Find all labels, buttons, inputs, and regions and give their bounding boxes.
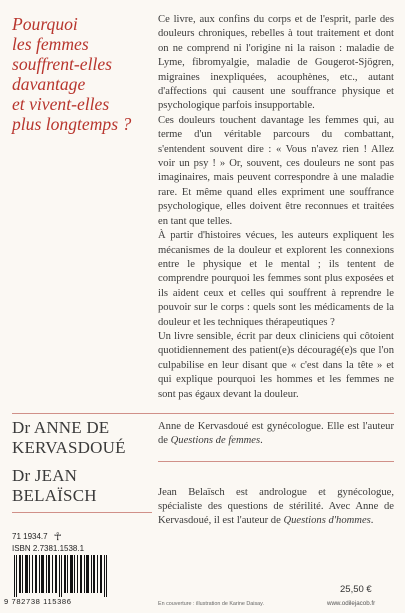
publisher-url: www.odilejacob.fr bbox=[327, 600, 376, 607]
blurb bbox=[158, 13, 394, 402]
author-name-1: Dr ANNE DE KERVASDOUÉ bbox=[12, 418, 126, 457]
blurb-paragraph: Ce livre, aux confins du corps et de l'esprit, parle des douleurs chroniques, rebelles à tout traitement et dont on ne comprend ni l'origine ni la raison : maladie de Lyme, fibromyalgie, maladie de Gougerot-Sjögren, migraines inexpliquées, acouphènes, etc., autant d'affections qui causent une souffrance physique et psychologique parfois insupportable. bbox=[158, 14, 394, 112]
divider bbox=[12, 512, 152, 513]
publisher-logo-icon: ☥ bbox=[53, 530, 62, 543]
divider bbox=[12, 413, 394, 414]
catalog-codes bbox=[12, 531, 84, 555]
blurb-paragraph: À partir d'histoires vécues, les auteurs expliquent les mécanismes de la douleur et explorent les connexions entre le physique et le mental ; ils tentent de comprendre pourquoi les femmes sont plus exposées et ils aident ceux et celles qui souffrent à reprendre le pouvoir sur le corps : quels sont les médicaments de la douleur et les techniques thérapeutiques ? bbox=[158, 230, 394, 328]
author-name-2: Dr JEAN BELAÏSCH bbox=[12, 466, 97, 505]
headline-line: plus longtemps ? bbox=[12, 114, 132, 134]
cover-credits: En couverture : illustration de Karine Daisay. bbox=[158, 601, 264, 607]
headline bbox=[12, 14, 152, 134]
headline-line: souffrent-elles bbox=[12, 54, 113, 74]
barcode-number: 9 782738 115386 bbox=[4, 597, 72, 606]
author-bio-2: Jean Belaïsch est andrologue et gynécologue, spécialiste des questions de stérilité. Avec Anne de Kervasdoué, il est l'auteur de Questions d'hommes. bbox=[158, 487, 394, 526]
headline-line: davantage bbox=[12, 74, 86, 94]
blurb-paragraph: Ces douleurs touchent davantage les femmes qui, au terme d'un véritable parcours du combattant, s'entendent souvent dire : « Vous n'avez rien ! Allez voir un psy ! » Or, souvent, ces douleurs ne sont pas imaginaires, mais peuvent correspondre à une maladie rare. Et même quand elles expriment une souffrance psychologique, elles doivent être reconnues et traitées en tant que telles. bbox=[158, 114, 394, 227]
headline-line: et vivent-elles bbox=[12, 94, 110, 114]
book-title: Questions de femmes bbox=[170, 435, 261, 446]
catalog-number: 71 1934.7 bbox=[12, 532, 48, 541]
headline-line: les femmes bbox=[12, 34, 89, 54]
isbn: ISBN 2.7381.1538.1 bbox=[12, 544, 85, 553]
blurb-paragraph: Un livre sensible, écrit par deux cliniciens qui côtoient quotidiennement des patient(e)s découragé(e)s que l'on culpabilise en leur disant que « c'est dans la tête » et qui explique pourquoi les hommes et les femmes ne sont pas égaux devant la douleur. bbox=[158, 330, 394, 400]
headline-line: Pourquoi bbox=[12, 14, 78, 34]
divider bbox=[158, 461, 394, 462]
author-bio-1: Anne de Kervasdoué est gynécologue. Elle est l'auteur de Questions de femmes. bbox=[158, 421, 394, 446]
barcode bbox=[12, 555, 110, 597]
book-title: Questions d'hommes bbox=[283, 515, 371, 526]
price: 25,50 € bbox=[340, 584, 372, 595]
